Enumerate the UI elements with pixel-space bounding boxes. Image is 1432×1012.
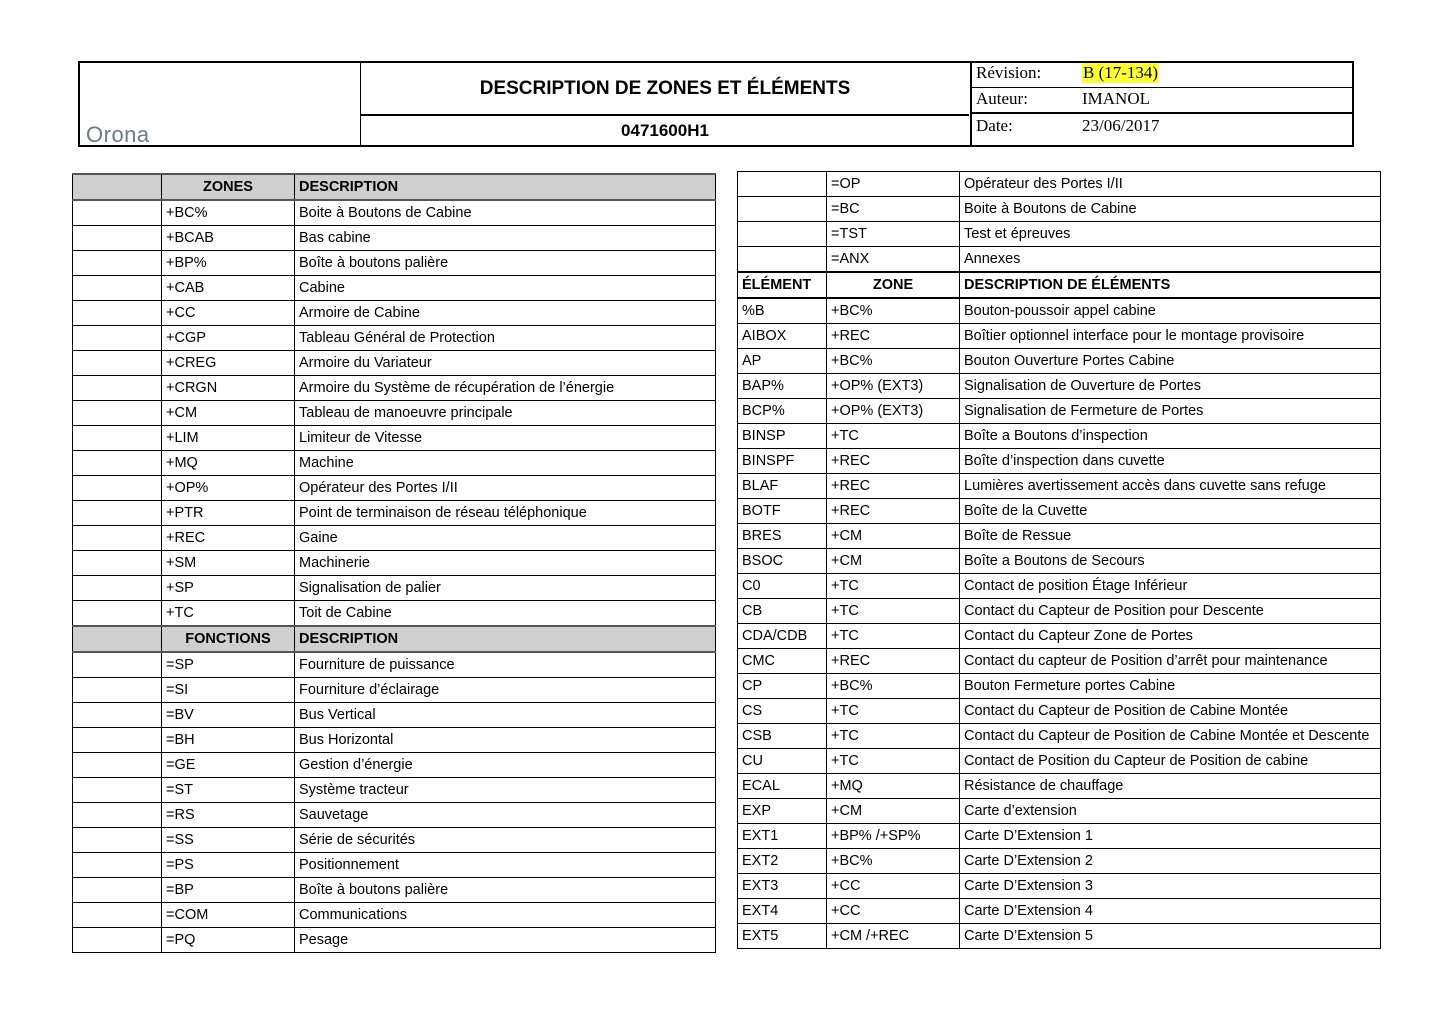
element-description: Boîte a Boutons de Secours [960, 549, 1381, 574]
element-zone: +BC% [827, 349, 960, 374]
blank-cell [73, 828, 162, 853]
function-description: Communications [295, 903, 716, 928]
element-row [738, 499, 1381, 524]
zone-description: Toit de Cabine [295, 601, 716, 627]
function-code: =BV [162, 703, 295, 728]
blank-cell [738, 172, 827, 197]
zone-row [73, 451, 716, 476]
author-label: Auteur: [976, 89, 1028, 108]
element-row [738, 399, 1381, 424]
zone-code: +SM [162, 551, 295, 576]
blank-cell [73, 226, 162, 251]
zone-code: +PTR [162, 501, 295, 526]
zone-description: Machinerie [295, 551, 716, 576]
zone-description: Armoire du Variateur [295, 351, 716, 376]
element-zone: +CC [827, 874, 960, 899]
blank-cell [73, 878, 162, 903]
function-description: Annexes [960, 247, 1381, 273]
element-description: Bouton Fermeture portes Cabine [960, 674, 1381, 699]
blank-cell [73, 200, 162, 226]
functions-header-row [73, 626, 716, 652]
blank-cell [73, 301, 162, 326]
element-row [738, 298, 1381, 324]
function-row [73, 703, 716, 728]
zone-column-header: ZONE [827, 272, 960, 298]
zone-code: +CGP [162, 326, 295, 351]
element-zone: +TC [827, 724, 960, 749]
zone-description: Limiteur de Vitesse [295, 426, 716, 451]
element-zone: +BC% [827, 298, 960, 324]
element-description: Boîte a Boutons d’inspection [960, 424, 1381, 449]
function-code: =PQ [162, 928, 295, 953]
element-row [738, 849, 1381, 874]
blank-cell [73, 376, 162, 401]
zone-description: Bas cabine [295, 226, 716, 251]
blank-cell [73, 853, 162, 878]
element-row [738, 724, 1381, 749]
element-description: Signalisation de Fermeture de Portes [960, 399, 1381, 424]
zone-code: +BP% [162, 251, 295, 276]
zone-description: Signalisation de palier [295, 576, 716, 601]
element-description: Contact de Position du Capteur de Position de cabine [960, 749, 1381, 774]
element-code: AP [738, 349, 827, 374]
zone-code: +OP% [162, 476, 295, 501]
zone-row [73, 200, 716, 226]
element-row [738, 524, 1381, 549]
blank-cell [73, 803, 162, 828]
element-description: Boîte de Ressue [960, 524, 1381, 549]
blank-cell [73, 526, 162, 551]
zone-code: +MQ [162, 451, 295, 476]
element-code: EXT1 [738, 824, 827, 849]
element-code: BLAF [738, 474, 827, 499]
element-description: Contact du Capteur de Position de Cabine Montée et Descente [960, 724, 1381, 749]
function-row [73, 778, 716, 803]
date-row [972, 116, 1354, 145]
element-description: Contact de position Étage Inférieur [960, 574, 1381, 599]
element-description: Carte D’Extension 2 [960, 849, 1381, 874]
logo-text: Orona [86, 122, 150, 147]
element-row [738, 449, 1381, 474]
blank-cell [73, 678, 162, 703]
element-description: Carte D’Extension 4 [960, 899, 1381, 924]
orona-logo-icon [146, 69, 226, 139]
element-code: ECAL [738, 774, 827, 799]
function-description: Opérateur des Portes I/II [960, 172, 1381, 197]
zone-row [73, 601, 716, 627]
element-description: Bouton Ouverture Portes Cabine [960, 349, 1381, 374]
blank-cell [73, 276, 162, 301]
zone-description: Tableau Général de Protection [295, 326, 716, 351]
zone-row [73, 501, 716, 526]
zone-description: Gaine [295, 526, 716, 551]
blank-cell [73, 501, 162, 526]
zone-code: +CC [162, 301, 295, 326]
functions-column-header: FONCTIONS [162, 626, 295, 652]
function-row [73, 903, 716, 928]
element-zone: +BP% /+SP% [827, 824, 960, 849]
function-description: Boite à Boutons de Cabine [960, 197, 1381, 222]
element-code: AIBOX [738, 324, 827, 349]
function-description: Test et épreuves [960, 222, 1381, 247]
element-row [738, 649, 1381, 674]
element-zone: +TC [827, 574, 960, 599]
element-description-column-header: DESCRIPTION DE ÉLÉMENTS [960, 272, 1381, 298]
zone-row [73, 301, 716, 326]
author-value: IMANOL [1082, 89, 1150, 108]
element-column-header: ÉLÉMENT [738, 272, 827, 298]
function-code: =SI [162, 678, 295, 703]
element-zone: +TC [827, 699, 960, 724]
zone-row [73, 226, 716, 251]
zone-row [73, 351, 716, 376]
element-row [738, 324, 1381, 349]
function-row [738, 222, 1381, 247]
function-description: Positionnement [295, 853, 716, 878]
element-zone: +REC [827, 474, 960, 499]
header-blank-cell [73, 174, 162, 200]
document-code: 0471600H1 [621, 120, 709, 140]
function-code: =SP [162, 652, 295, 678]
element-row [738, 749, 1381, 774]
element-description: Boîtier optionnel interface pour le montage provisoire [960, 324, 1381, 349]
element-description: Contact du Capteur Zone de Portes [960, 624, 1381, 649]
element-description: Signalisation de Ouverture de Portes [960, 374, 1381, 399]
element-row [738, 674, 1381, 699]
function-description: Bus Vertical [295, 703, 716, 728]
blank-cell [738, 247, 827, 273]
element-description: Carte D’Extension 5 [960, 924, 1381, 949]
blank-cell [73, 728, 162, 753]
element-row [738, 699, 1381, 724]
zone-code: +REC [162, 526, 295, 551]
element-code: EXT4 [738, 899, 827, 924]
zone-code: +CREG [162, 351, 295, 376]
function-row [738, 197, 1381, 222]
element-description: Carte D’Extension 3 [960, 874, 1381, 899]
element-row [738, 799, 1381, 824]
function-code: =COM [162, 903, 295, 928]
element-row [738, 374, 1381, 399]
zone-description: Tableau de manoeuvre principale [295, 401, 716, 426]
blank-cell [73, 326, 162, 351]
element-row [738, 824, 1381, 849]
function-description: Boîte à boutons palière [295, 878, 716, 903]
function-description: Pesage [295, 928, 716, 953]
blank-cell [73, 351, 162, 376]
zone-code: +CM [162, 401, 295, 426]
elements-header-row [738, 272, 1381, 298]
blank-cell [73, 426, 162, 451]
zone-description: Armoire du Système de récupération de l’énergie [295, 376, 716, 401]
element-zone: +OP% (EXT3) [827, 399, 960, 424]
zone-row [73, 551, 716, 576]
zone-description: Boite à Boutons de Cabine [295, 200, 716, 226]
document-title: DESCRIPTION DE ZONES ET ÉLÉMENTS [361, 63, 969, 116]
element-description: Contact du capteur de Position d’arrêt pour maintenance [960, 649, 1381, 674]
blank-cell [73, 451, 162, 476]
element-row [738, 924, 1381, 949]
company-logo [80, 63, 361, 145]
blank-cell [73, 703, 162, 728]
zones-header-row [73, 174, 716, 200]
blank-cell [73, 903, 162, 928]
zone-row [73, 326, 716, 351]
revision-value: B (17-134) [1083, 63, 1159, 82]
element-zone: +BC% [827, 849, 960, 874]
element-zone: +CM [827, 799, 960, 824]
function-code: =GE [162, 753, 295, 778]
element-description: Contact du Capteur de Position de Cabine Montée [960, 699, 1381, 724]
function-row [738, 172, 1381, 197]
zone-row [73, 576, 716, 601]
element-code: BRES [738, 524, 827, 549]
element-zone: +REC [827, 649, 960, 674]
function-row [73, 928, 716, 953]
function-row [738, 247, 1381, 273]
element-code: %B [738, 298, 827, 324]
function-row [73, 652, 716, 678]
element-code: CB [738, 599, 827, 624]
element-row [738, 774, 1381, 799]
element-row [738, 424, 1381, 449]
zone-code: +BCAB [162, 226, 295, 251]
description-column-header: DESCRIPTION [295, 174, 716, 200]
element-description: Lumières avertissement accès dans cuvette sans refuge [960, 474, 1381, 499]
element-zone: +REC [827, 449, 960, 474]
element-description: Bouton-poussoir appel cabine [960, 298, 1381, 324]
zone-code: +CRGN [162, 376, 295, 401]
element-description: Carte D’Extension 1 [960, 824, 1381, 849]
element-description: Carte d’extension [960, 799, 1381, 824]
element-zone: +TC [827, 599, 960, 624]
function-code: =SS [162, 828, 295, 853]
blank-cell [738, 197, 827, 222]
date-label: Date: [976, 116, 1013, 135]
function-description: Fourniture de puissance [295, 652, 716, 678]
element-code: CDA/CDB [738, 624, 827, 649]
function-row [73, 728, 716, 753]
element-zone: +REC [827, 499, 960, 524]
zone-description: Machine [295, 451, 716, 476]
zone-description: Opérateur des Portes I/II [295, 476, 716, 501]
header-blank-cell [73, 626, 162, 652]
zones-column-header: ZONES [162, 174, 295, 200]
element-zone: +MQ [827, 774, 960, 799]
function-description: Fourniture d’éclairage [295, 678, 716, 703]
description-column-header: DESCRIPTION [295, 626, 716, 652]
zone-description: Armoire de Cabine [295, 301, 716, 326]
element-zone: +BC% [827, 674, 960, 699]
zone-row [73, 251, 716, 276]
element-zone: +REC [827, 324, 960, 349]
element-row [738, 574, 1381, 599]
zone-description: Boîte à boutons palière [295, 251, 716, 276]
element-code: EXP [738, 799, 827, 824]
element-zone: +OP% (EXT3) [827, 374, 960, 399]
element-row [738, 349, 1381, 374]
blank-cell [73, 928, 162, 953]
function-code: =BC [827, 197, 960, 222]
function-code: =PS [162, 853, 295, 878]
element-row [738, 874, 1381, 899]
blank-cell [73, 778, 162, 803]
element-code: CP [738, 674, 827, 699]
element-code: BAP% [738, 374, 827, 399]
element-zone: +TC [827, 424, 960, 449]
element-zone: +CM /+REC [827, 924, 960, 949]
zone-description: Point de terminaison de réseau téléphonique [295, 501, 716, 526]
function-description: Système tracteur [295, 778, 716, 803]
function-row [73, 853, 716, 878]
element-zone: +TC [827, 624, 960, 649]
date-value: 23/06/2017 [1082, 116, 1160, 135]
element-zone: +TC [827, 749, 960, 774]
element-row [738, 899, 1381, 924]
revision-label: Révision: [976, 63, 1042, 82]
function-code: =RS [162, 803, 295, 828]
blank-cell [73, 476, 162, 501]
blank-cell [73, 251, 162, 276]
blank-cell [73, 652, 162, 678]
element-code: BSOC [738, 549, 827, 574]
element-zone: +CC [827, 899, 960, 924]
zone-code: +TC [162, 601, 295, 627]
function-description: Bus Horizontal [295, 728, 716, 753]
document-header [78, 61, 1354, 147]
function-code: =TST [827, 222, 960, 247]
zone-row [73, 476, 716, 501]
element-row [738, 624, 1381, 649]
blank-cell [73, 601, 162, 627]
element-zone: +CM [827, 524, 960, 549]
element-code: EXT2 [738, 849, 827, 874]
element-code: CSB [738, 724, 827, 749]
function-row [73, 678, 716, 703]
blank-cell [738, 222, 827, 247]
blank-cell [73, 576, 162, 601]
document-metadata [970, 63, 1354, 145]
element-code: C0 [738, 574, 827, 599]
function-description: Gestion d’énergie [295, 753, 716, 778]
function-code: =BP [162, 878, 295, 903]
zone-code: +BC% [162, 200, 295, 226]
function-row [73, 878, 716, 903]
element-code: CMC [738, 649, 827, 674]
element-description: Boîte d’inspection dans cuvette [960, 449, 1381, 474]
element-code: BCP% [738, 399, 827, 424]
element-description: Résistance de chauffage [960, 774, 1381, 799]
element-row [738, 599, 1381, 624]
zone-row [73, 401, 716, 426]
function-row [73, 803, 716, 828]
blank-cell [73, 753, 162, 778]
element-zone: +CM [827, 549, 960, 574]
author-row [972, 89, 1354, 114]
blank-cell [73, 401, 162, 426]
zone-row [73, 276, 716, 301]
function-description: Sauvetage [295, 803, 716, 828]
revision-row [972, 63, 1354, 88]
zone-code: +CAB [162, 276, 295, 301]
element-code: EXT3 [738, 874, 827, 899]
element-code: EXT5 [738, 924, 827, 949]
element-code: CS [738, 699, 827, 724]
function-code: =ST [162, 778, 295, 803]
element-description: Contact du Capteur de Position pour Descente [960, 599, 1381, 624]
function-row [73, 828, 716, 853]
function-code: =OP [827, 172, 960, 197]
element-row [738, 474, 1381, 499]
zone-code: +LIM [162, 426, 295, 451]
zone-description: Cabine [295, 276, 716, 301]
element-code: CU [738, 749, 827, 774]
function-code: =BH [162, 728, 295, 753]
zone-row [73, 426, 716, 451]
zone-row [73, 376, 716, 401]
element-row [738, 549, 1381, 574]
element-code: BOTF [738, 499, 827, 524]
element-code: BINSP [738, 424, 827, 449]
element-description: Boîte de la Cuvette [960, 499, 1381, 524]
zone-code: +SP [162, 576, 295, 601]
function-row [73, 753, 716, 778]
zone-row [73, 526, 716, 551]
element-code: BINSPF [738, 449, 827, 474]
zones-functions-table [72, 173, 716, 953]
blank-cell [73, 551, 162, 576]
function-description: Série de sécurités [295, 828, 716, 853]
function-code: =ANX [827, 247, 960, 273]
elements-table [737, 171, 1381, 949]
